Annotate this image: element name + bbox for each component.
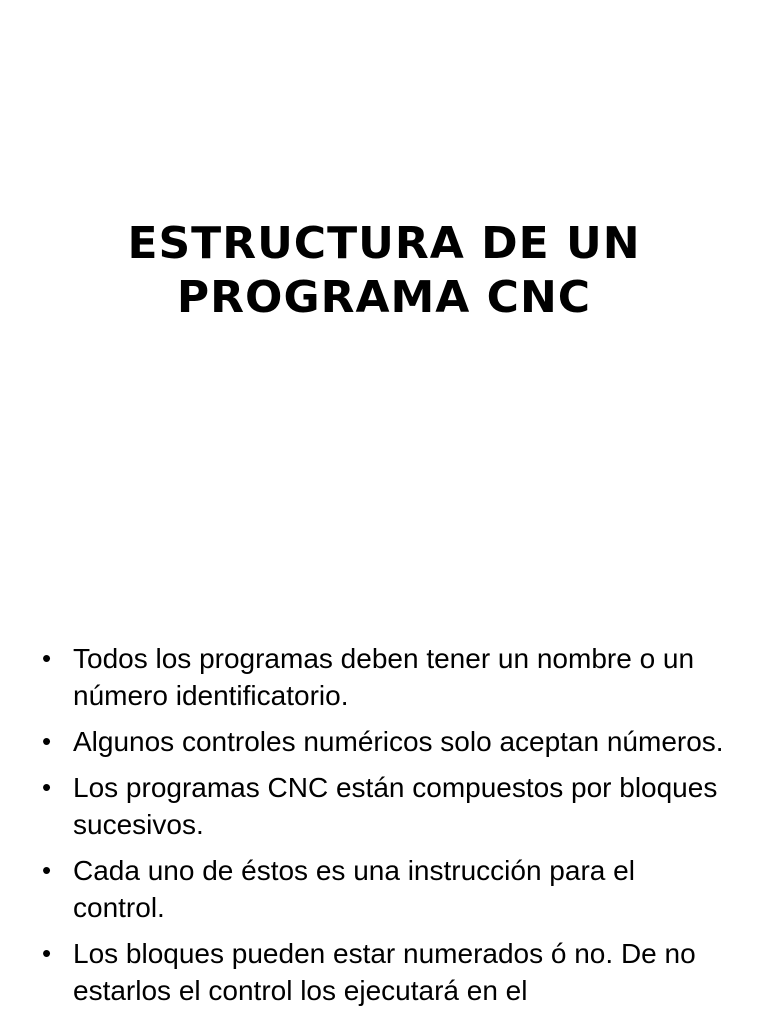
bullet-item xyxy=(42,769,732,843)
slide-title-line-1: ESTRUCTURA DE UN xyxy=(127,218,641,270)
bullet-dot-icon: • xyxy=(42,772,52,802)
bullet-text: Los bloques pueden estar numerados ó no. De no estarlos el control los ejecutará en el xyxy=(73,938,696,1006)
bullet-dot-icon: • xyxy=(42,726,52,756)
bullet-item xyxy=(42,640,732,714)
bullet-text: Algunos controles numéricos solo aceptan números. xyxy=(73,726,724,757)
bullet-text: Los programas CNC están compuestos por bloques sucesivos. xyxy=(73,772,718,840)
bullet-text: Todos los programas deben tener un nombre o un número identificatorio. xyxy=(73,643,695,711)
slide-title xyxy=(40,217,728,325)
slide-title-line-2: PROGRAMA CNC xyxy=(176,272,592,324)
bullet-list xyxy=(42,640,732,1018)
bullet-text: Cada uno de éstos es una instrucción para el control. xyxy=(73,855,635,923)
bullet-item xyxy=(42,935,732,1009)
bullet-dot-icon: • xyxy=(42,643,52,673)
bullet-item xyxy=(42,723,732,760)
bullet-dot-icon: • xyxy=(42,855,52,885)
bullet-dot-icon: • xyxy=(42,938,52,968)
bullet-item xyxy=(42,852,732,926)
